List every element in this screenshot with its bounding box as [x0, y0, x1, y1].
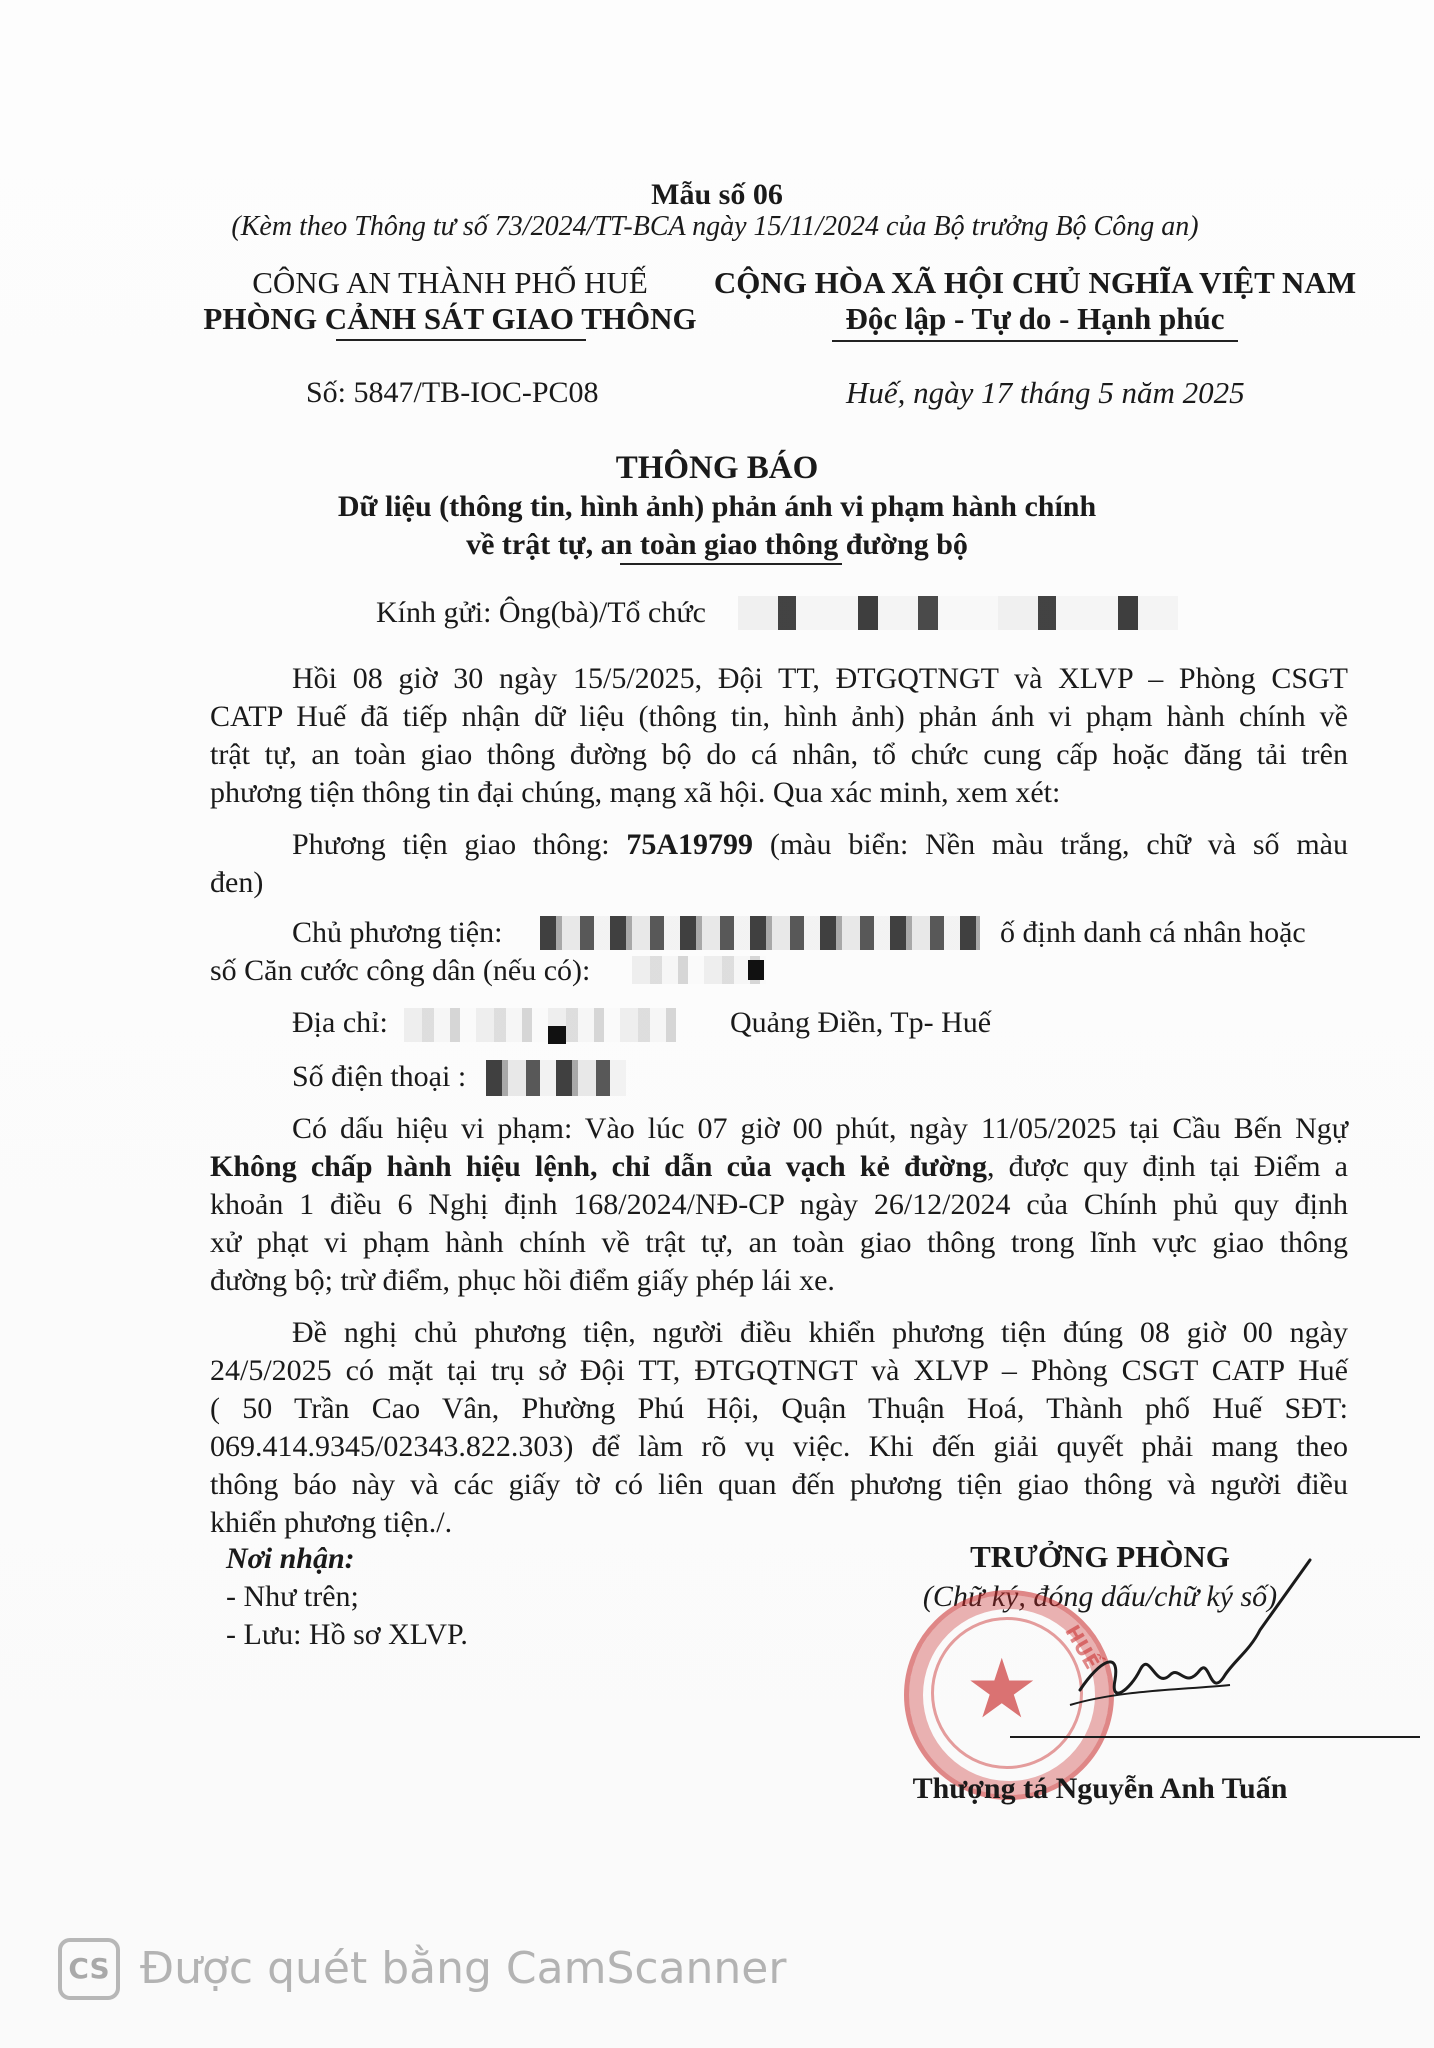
document-subtitle-1: Dữ liệu (thông tin, hình ảnh) phản ánh vi phạm hành chính — [337, 490, 1097, 523]
id-label: số Căn cước công dân (nếu có): — [210, 954, 591, 987]
address-label: Địa chỉ: — [292, 1006, 388, 1039]
paragraph-1-line-2: CATP Huế đã tiếp nhận dữ liệu (thông tin, hình ảnh) phản ánh vi phạm hành chính về — [210, 700, 1348, 733]
signer-name: Thượng tá Nguyễn Anh Tuấn — [912, 1772, 1288, 1805]
signature-note: (Chữ ký, đóng dấu/chữ ký số) — [922, 1580, 1278, 1613]
place-date: Huế, ngày 17 tháng 5 năm 2025 — [846, 375, 1245, 410]
seal-text-fragment: HUẾ — [1060, 1620, 1105, 1674]
recipient-label: Kính gửi: Ông(bà)/Tổ chức — [376, 596, 706, 629]
paragraph-1-line-4: phương tiện thông tin đại chúng, mạng xã hội. Qua xác minh, xem xét: — [210, 776, 1061, 809]
department-underline — [336, 339, 586, 341]
vehicle-label: Phương tiện giao thông: — [292, 828, 627, 861]
camscanner-watermark: Được quét bằng CamScanner — [140, 1943, 787, 1994]
document-number: Số: 5847/TB-IOC-PC08 — [306, 376, 599, 409]
motto-underline — [832, 340, 1238, 342]
request-line-6: khiển phương tiện./. — [210, 1506, 453, 1539]
redacted-address — [404, 1008, 676, 1042]
signer-position: TRƯỞNG PHÒNG — [970, 1539, 1230, 1574]
address-text: Quảng Điền, Tp- Huế — [730, 1006, 992, 1039]
title-underline — [620, 563, 842, 565]
redacted-owner — [540, 916, 980, 950]
form-number: Mẫu số 06 — [651, 178, 783, 211]
paragraph-1-line-3: trật tự, an toàn giao thông đường bộ do cá nhân, tổ chức cung cấp hoặc đăng tải trên — [210, 738, 1348, 771]
request-line-4: 069.414.9345/02343.822.303) để làm rõ vụ việc. Khi đến giải quyết phải mang theo — [210, 1430, 1348, 1463]
violation-description: Không chấp hành hiệu lệnh, chỉ dẫn của vạch kẻ đường — [210, 1150, 987, 1183]
form-reference: (Kèm theo Thông tư số 73/2024/TT-BCA ngày 15/11/2024 của Bộ trưởng Bộ Công an) — [231, 211, 1199, 242]
recipient-item-1: - Như trên; — [226, 1580, 359, 1613]
vehicle-plate-color: (màu biển: Nền màu trắng, chữ và số màu — [753, 828, 1348, 861]
owner-id-label: ố định danh cá nhân hoặc — [1000, 916, 1306, 949]
redacted-id — [632, 956, 766, 984]
vehicle-line — [292, 826, 1348, 864]
owner-label: Chủ phương tiện: — [292, 916, 503, 949]
recipient-item-2: - Lưu: Hồ sơ XLVP. — [226, 1618, 468, 1651]
request-line-1: Đề nghị chủ phương tiện, người điều khiển phương tiện đúng 08 giờ 00 ngày — [292, 1316, 1348, 1349]
nation-motto: Độc lập - Tự do - Hạnh phúc — [845, 301, 1225, 336]
request-line-2: 24/5/2025 có mặt tại trụ sở Đội TT, ĐTGQTNGT và XLVP – Phòng CSGT CATP Huế — [210, 1354, 1348, 1387]
recipients-title: Nơi nhận: — [226, 1542, 355, 1575]
violation-line-3: khoản 1 điều 6 Nghị định 168/2024/NĐ-CP ngày 26/12/2024 của Chính phủ quy định — [210, 1188, 1348, 1221]
violation-regulation: , được quy định tại Điểm a — [986, 1150, 1348, 1183]
vehicle-line-2: đen) — [210, 866, 264, 899]
phone-label: Số điện thoại : — [292, 1060, 467, 1093]
violation-line-1: Có dấu hiệu vi phạm: Vào lúc 07 giờ 00 phút, ngày 11/05/2025 tại Cầu Bến Ngự — [292, 1112, 1348, 1145]
violation-line-4: xử phạt vi phạm hành chính về trật tự, an toàn giao thông trong lĩnh vực giao thông — [210, 1226, 1348, 1259]
vehicle-plate: 75A19799 — [626, 828, 754, 861]
agency-name: CÔNG AN THÀNH PHỐ HUẾ — [252, 265, 648, 300]
signature-line — [1010, 1736, 1420, 1738]
department-name: PHÒNG CẢNH SÁT GIAO THÔNG — [203, 301, 697, 336]
redacted-recipient — [738, 596, 1178, 630]
redaction-mark — [748, 960, 764, 980]
request-line-3: ( 50 Trần Cao Vân, Phường Phú Hội, Quận Thuận Hoá, Thành phố Huế SĐT: — [210, 1392, 1348, 1425]
redaction-mark-2 — [548, 1026, 566, 1044]
document-title: THÔNG BÁO — [615, 450, 819, 486]
document-subtitle-2: về trật tự, an toàn giao thông đường bộ — [466, 528, 968, 561]
paragraph-1-line-1: Hồi 08 giờ 30 ngày 15/5/2025, Đội TT, ĐTGQTNGT và XLVP – Phòng CSGT — [292, 662, 1348, 695]
request-line-5: thông báo này và các giấy tờ có liên quan đến phương tiện giao thông và người điều — [210, 1468, 1348, 1501]
violation-line-2 — [210, 1148, 1348, 1186]
camscanner-logo-icon: CS — [58, 1938, 120, 2000]
violation-line-5: đường bộ; trừ điểm, phục hồi điểm giấy phép lái xe. — [210, 1264, 835, 1297]
seal-star-icon: ★ — [965, 1642, 1039, 1737]
redacted-phone — [486, 1060, 626, 1096]
nation-name: CỘNG HÒA XÃ HỘI CHỦ NGHĨA VIỆT NAM — [713, 265, 1357, 300]
signature-scribble-icon — [1060, 1540, 1340, 1740]
